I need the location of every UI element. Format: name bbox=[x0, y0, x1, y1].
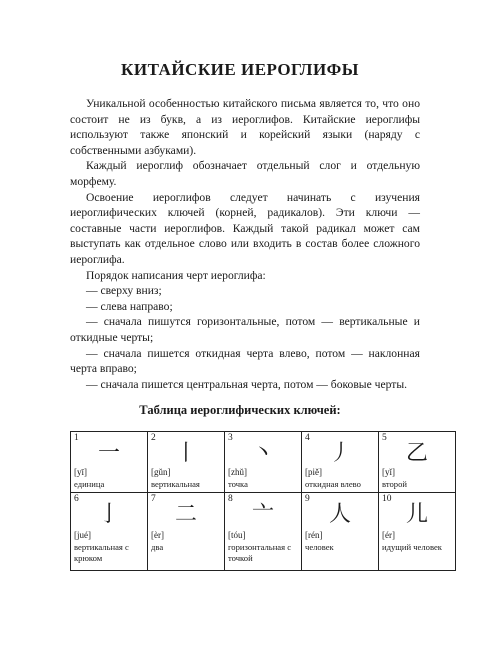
radical-cell bbox=[71, 493, 148, 571]
paragraph: Порядок написания черт иероглифа: bbox=[86, 268, 266, 282]
radical-meaning: идущий человек bbox=[382, 542, 442, 552]
radical-pinyin: [yĭ] bbox=[382, 467, 395, 477]
radical-pinyin: [yī] bbox=[74, 467, 87, 477]
radical-number: 10 bbox=[382, 494, 392, 504]
radical-glyph: 亠 bbox=[251, 502, 274, 527]
radical-meaning: точка bbox=[228, 479, 248, 489]
radical-glyph: 丿 bbox=[328, 441, 351, 466]
radical-pinyin: [tóu] bbox=[228, 530, 246, 540]
list-item: — сначала пишется откидная черта влево, потом — наклонная черта вправо; bbox=[70, 346, 420, 376]
radical-glyph: 二 bbox=[174, 502, 197, 527]
radical-number: 5 bbox=[382, 433, 387, 443]
radical-pinyin: [zhŭ] bbox=[228, 467, 247, 477]
list-item: — сначала пишутся горизонтальные, потом — вертикальные и откидные черты; bbox=[70, 315, 420, 344]
paragraph: Освоение иероглифов следует начинать с изучения иероглифических ключей (корней, радикалов). Эти ключи — составные части иероглифов. Каждый такой радикал может сам выступать как отдельное слово или входить в состав более сложного иероглифа. bbox=[70, 190, 420, 266]
paragraph: Уникальной особенностью китайского письма является то, что оно состоит не из букв, а из иероглифов. Китайские иероглифы используют также японский и корейский языки (наряду с собственными азбуками). bbox=[70, 97, 420, 157]
page-title: КИТАЙСКИЕ ИЕРОГЛИФЫ bbox=[121, 60, 359, 79]
radical-cell bbox=[379, 432, 456, 493]
radical-glyph: 亅 bbox=[97, 502, 120, 527]
radical-number: 8 bbox=[228, 494, 233, 504]
table-row bbox=[71, 493, 456, 571]
radical-meaning: вертикальная с крюком bbox=[74, 542, 129, 563]
list-item: — сначала пишется центральная черта, потом — боковые черты. bbox=[86, 377, 408, 391]
radical-number: 3 bbox=[228, 433, 233, 443]
radical-cell bbox=[148, 493, 225, 571]
radical-pinyin: [rén] bbox=[305, 530, 323, 540]
radical-glyph: 丶 bbox=[251, 441, 274, 466]
radical-meaning: единица bbox=[74, 479, 105, 489]
radical-glyph: 乙 bbox=[405, 441, 428, 466]
radical-glyph: 丨 bbox=[174, 441, 197, 466]
body-text bbox=[70, 96, 420, 392]
radical-glyph: 儿 bbox=[405, 502, 428, 527]
radical-pinyin: [jué] bbox=[74, 530, 91, 540]
radical-cell bbox=[302, 493, 379, 571]
radical-cell bbox=[225, 493, 302, 571]
radical-glyph: 一 bbox=[97, 441, 120, 466]
radical-cell bbox=[71, 432, 148, 493]
radicals-table bbox=[70, 431, 456, 571]
radical-glyph: 人 bbox=[328, 502, 351, 527]
paragraph: Каждый иероглиф обозначает отдельный слог и отдельную морфему. bbox=[70, 159, 420, 188]
radical-number: 9 bbox=[305, 494, 310, 504]
radical-pinyin: [èr] bbox=[151, 530, 164, 540]
radical-cell bbox=[148, 432, 225, 493]
table-title: Таблица иероглифических ключей: bbox=[139, 403, 341, 417]
radical-meaning: человек bbox=[305, 542, 334, 552]
radical-number: 1 bbox=[74, 433, 79, 443]
radical-meaning: вертикальная bbox=[151, 479, 200, 489]
radical-meaning: второй bbox=[382, 479, 407, 489]
radical-meaning: горизонтальная с точкой bbox=[228, 542, 292, 563]
radical-pinyin: [ér] bbox=[382, 530, 395, 540]
radical-meaning: откидная влево bbox=[305, 479, 361, 489]
radical-cell bbox=[379, 493, 456, 571]
radical-meaning: два bbox=[151, 542, 164, 552]
radical-cell bbox=[225, 432, 302, 493]
radical-number: 6 bbox=[74, 494, 79, 504]
radical-number: 7 bbox=[151, 494, 156, 504]
radical-pinyin: [gŭn] bbox=[151, 467, 171, 477]
table-row bbox=[71, 432, 456, 493]
radical-number: 2 bbox=[151, 433, 156, 443]
list-item: — сверху вниз; bbox=[86, 284, 162, 298]
list-item: — слева направо; bbox=[86, 299, 173, 313]
radical-number: 4 bbox=[305, 433, 310, 443]
radical-pinyin: [piě] bbox=[305, 467, 322, 477]
radical-cell bbox=[302, 432, 379, 493]
